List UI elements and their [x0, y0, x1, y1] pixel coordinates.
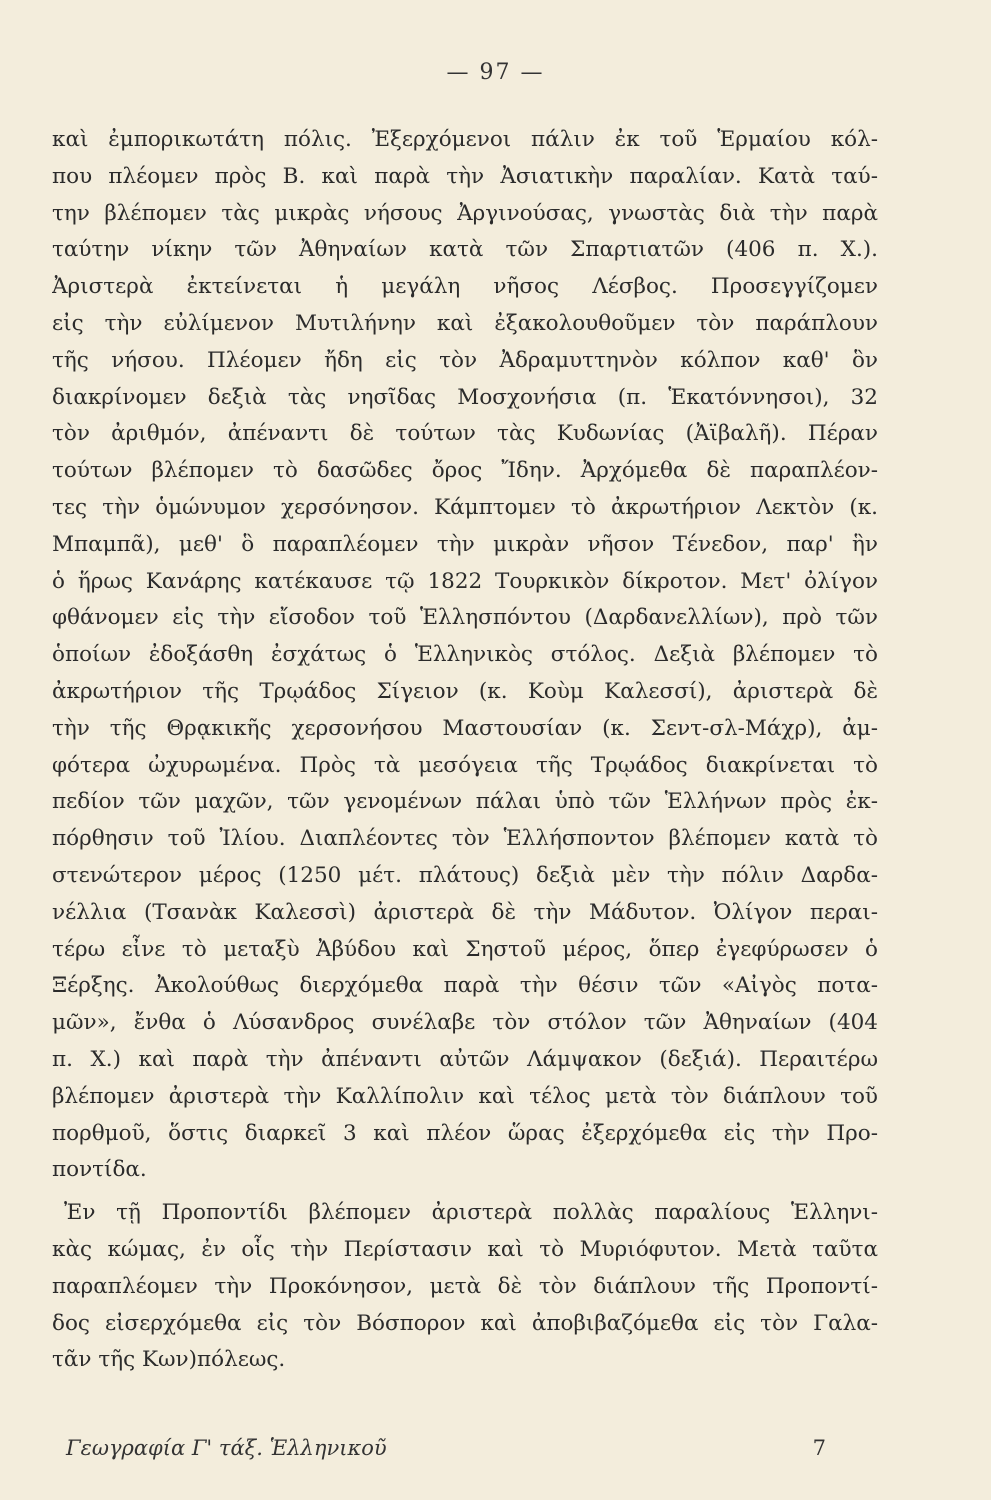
text-line: την βλέπομεν τὰς μικρὰς νήσους Ἀργινούσας, γνωστὰς διὰ τὴν παρὰ	[52, 200, 878, 226]
text-line: Μπαμπᾶ), μεθ' ὃ παραπλέομεν τὴν μικρὰν νῆσον Τένεδον, παρ' ἣν	[52, 531, 878, 557]
text-line: ὁποίων ἐδοξάσθη ἐσχάτως ὁ Ἑλληνικὸς στόλος. Δεξιὰ βλέπομεν τὸ	[52, 642, 878, 668]
text-line: τούτων βλέπομεν τὸ δασῶδες ὄρος Ἴδην. Ἀρχόμεθα δὲ παραπλέον-	[52, 458, 878, 484]
text-line: μῶν», ἔνθα ὁ Λύσανδρος συνέλαβε τὸν στόλον τῶν Ἀθηναίων (404	[52, 1010, 878, 1036]
text-line: δος εἰσερχόμεθα εἰς τὸν Βόσπορον καὶ ἀποβιβαζόμεθα εἰς τὸν Γαλα-	[52, 1310, 878, 1336]
text-line: ὁ ἥρως Κανάρης κατέκαυσε τῷ 1822 Τουρκικὸν δίκροτον. Μετ' ὀλίγον	[52, 568, 878, 594]
text-line: ἀκρωτήριον τῆς Τρῳάδος Σίγειον (κ. Κοὺμ Καλεσσί), ἀριστερὰ δὲ	[52, 678, 878, 704]
body-text	[52, 122, 878, 1379]
text-line: τῆς νήσου. Πλέομεν ἤδη εἰς τὸν Ἀδραμυττηνὸν κόλπον καθ' ὃν	[52, 347, 878, 373]
text-line: που πλέομεν πρὸς Β. καὶ παρὰ τὴν Ἀσιατικὴν παραλίαν. Κατὰ ταύ-	[52, 163, 878, 189]
signature-number: 7	[812, 1436, 826, 1460]
text-line: βλέπομεν ἀριστερὰ τὴν Καλλίπολιν καὶ τέλος μετὰ τὸν διάπλουν τοῦ	[52, 1083, 878, 1109]
text-line: π. Χ.) καὶ παρὰ τὴν ἀπέναντι αὐτῶν Λάμψακον (δεξιά). Περαιτέρω	[52, 1046, 878, 1072]
text-line: νέλλια (Τσανὰκ Καλεσσὶ) ἀριστερὰ δὲ τὴν Μάδυτον. Ὀλίγον περαι-	[52, 899, 878, 925]
text-line: τέρω εἶνε τὸ μεταξὺ Ἀβύδου καὶ Σηστοῦ μέρος, ὅπερ ἐγεφύρωσεν ὁ	[52, 936, 878, 962]
paragraph	[52, 122, 878, 1189]
text-line: διακρίνομεν δεξιὰ τὰς νησῖδας Μοσχονήσια (π. Ἑκατόννησοι), 32	[52, 384, 878, 410]
text-line: στενώτερον μέρος (1250 μέτ. πλάτους) δεξιὰ μὲν τὴν πόλιν Δαρδα-	[52, 862, 878, 888]
text-line: τὴν τῆς Θρᾳκικῆς χερσονήσου Μαστουσίαν (κ. Σεντ-σλ-Μάχρ), ἀμ-	[52, 715, 878, 741]
text-line: τᾶν τῆς Κων)πόλεως.	[52, 1347, 286, 1373]
text-line: καὶ ἐμπορικωτάτη πόλις. Ἐξερχόμενοι πάλιν ἐκ τοῦ Ἑρμαίου κόλ-	[52, 127, 878, 152]
text-line: τὸν ἀριθμόν, ἀπέναντι δὲ τούτων τὰς Κυδωνίας (Ἀϊβαλῆ). Πέραν	[52, 421, 878, 447]
text-line: Ἀριστερὰ ἐκτείνεται ἡ μεγάλη νῆσος Λέσβος. Προσεγγίζομεν	[52, 274, 878, 300]
page-footer	[66, 1436, 826, 1460]
text-line: παραπλέομεν τὴν Προκόνησον, μετὰ δὲ τὸν διάπλουν τῆς Προποντί-	[52, 1273, 878, 1299]
text-line: κὰς κώμας, ἐν οἷς τὴν Περίστασιν καὶ τὸ Μυριόφυτον. Μετὰ ταῦτα	[52, 1236, 878, 1262]
footer-title: Γεωγραφία Γ' τάξ. Ἑλληνικοῦ	[66, 1436, 387, 1460]
text-line: φότερα ὠχυρωμένα. Πρὸς τὰ μεσόγεια τῆς Τρῳάδος διακρίνεται τὸ	[52, 752, 878, 778]
paragraph	[52, 1195, 878, 1379]
text-line: Ξέρξης. Ἀκολούθως διερχόμεθα παρὰ τὴν θέσιν τῶν «Αἰγὸς ποτα-	[52, 973, 878, 999]
text-line: πορθμοῦ, ὅστις διαρκεῖ 3 καὶ πλέον ὥρας ἐξερχόμεθα εἰς τὴν Προ-	[52, 1120, 878, 1146]
page-number: — 97 —	[446, 60, 545, 85]
text-line: εἰς τὴν εὐλίμενον Μυτιλήνην καὶ ἐξακολουθοῦμεν τὸν παράπλουν	[52, 310, 878, 336]
text-line: ταύτην νίκην τῶν Ἀθηναίων κατὰ τῶν Σπαρτιατῶν (406 π. Χ.).	[52, 237, 878, 263]
text-line: Ἐν τῇ Προποντίδι βλέπομεν ἀριστερὰ πολλὰς παραλίους Ἑλληνι-	[64, 1200, 878, 1226]
text-line: πόρθησιν τοῦ Ἰλίου. Διαπλέοντες τὸν Ἑλλήσποντον βλέπομεν κατὰ τὸ	[52, 826, 878, 852]
text-line: ποντίδα.	[52, 1157, 147, 1183]
text-line: πεδίον τῶν μαχῶν, τῶν γενομένων πάλαι ὑπὸ τῶν Ἑλλήνων πρὸς ἐκ-	[52, 789, 878, 815]
text-line: φθάνομεν εἰς τὴν εἴσοδον τοῦ Ἑλλησπόντου (Δαρδανελλίων), πρὸ τῶν	[52, 605, 878, 631]
text-line: τες τὴν ὁμώνυμον χερσόνησον. Κάμπτομεν τὸ ἀκρωτήριον Λεκτὸν (κ.	[52, 494, 878, 520]
